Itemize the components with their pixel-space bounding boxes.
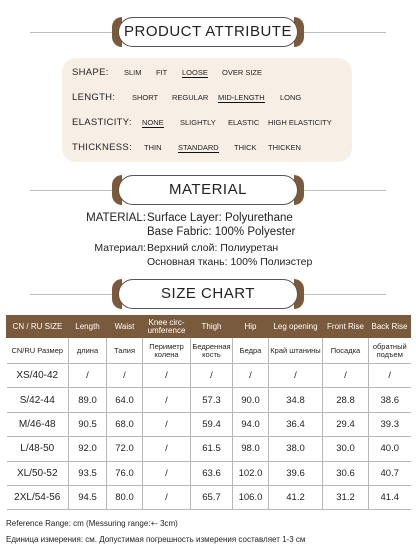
table-cell: 64.0 (107, 388, 143, 412)
table-cell: CN/RU Размер (7, 338, 69, 364)
attribute-option-selected: NONE (142, 118, 164, 127)
table-cell: / (143, 461, 191, 485)
table-cell: 94.0 (233, 412, 269, 436)
attribute-option: THICK (234, 143, 257, 152)
size-chart-table (6, 315, 411, 510)
divider (30, 32, 118, 33)
table-row (7, 364, 411, 388)
table-cell: / (107, 364, 143, 388)
table-cell: 90.5 (69, 412, 107, 436)
column-header: CN / RU SIZE (7, 316, 69, 338)
table-cell: обратный подъем (369, 338, 411, 364)
material-label-en: MATERIAL: (86, 212, 146, 224)
table-row (7, 485, 411, 509)
table-cell: 106.0 (233, 485, 269, 509)
attribute-option: REGULAR (172, 93, 209, 102)
table-cell: 30.0 (323, 437, 369, 461)
table-cell: 92.0 (69, 437, 107, 461)
column-header: Back Rise (369, 316, 411, 338)
table-cell: 39.3 (369, 412, 411, 436)
attribute-option: SHORT (132, 93, 159, 102)
table-cell: / (143, 364, 191, 388)
table-cell: / (143, 437, 191, 461)
column-header: Thigh (191, 316, 233, 338)
attribute-option-selected: STANDARD (178, 143, 219, 152)
table-cell: 2XL/54-56 (7, 485, 69, 509)
material-heading (0, 175, 416, 205)
table-cell: 30.6 (323, 461, 369, 485)
divider (298, 32, 386, 33)
table-cell: / (191, 364, 233, 388)
product-attribute-heading (0, 17, 416, 47)
column-header: Front Rise (323, 316, 369, 338)
column-header: Waist (107, 316, 143, 338)
table-cell: 36.4 (269, 412, 323, 436)
table-cell: 34.8 (269, 388, 323, 412)
table-cell: 41.4 (369, 485, 411, 509)
table-cell: 40.7 (369, 461, 411, 485)
table-cell: 57.3 (191, 388, 233, 412)
table-cell: 29.4 (323, 412, 369, 436)
table-cell: Край штанины (269, 338, 323, 364)
table-cell: 90.0 (233, 388, 269, 412)
section-title: MATERIAL (118, 175, 298, 205)
attribute-name: ELASTICITY: (72, 117, 132, 128)
divider (298, 190, 386, 191)
column-header: Hip (233, 316, 269, 338)
table-cell: Посадка (323, 338, 369, 364)
table-cell: / (143, 412, 191, 436)
table-cell: M/46-48 (7, 412, 69, 436)
table-cell: / (69, 364, 107, 388)
table-cell: XS/40-42 (7, 364, 69, 388)
attribute-name: LENGTH: (72, 92, 116, 103)
table-cell: 76.0 (107, 461, 143, 485)
attribute-option: OVER SIZE (222, 68, 263, 77)
attribute-row-thickness (72, 142, 342, 156)
table-cell: / (369, 364, 411, 388)
reference-note-ru: Единица измерения: см. Допустимая погрешность измерения составляет 1-3 см (6, 535, 306, 544)
table-cell: 40.0 (369, 437, 411, 461)
table-cell: 102.0 (233, 461, 269, 485)
material-label-ru: Материал: (94, 242, 146, 254)
table-row (7, 461, 411, 485)
table-cell: 65.7 (191, 485, 233, 509)
table-cell: Талия (107, 338, 143, 364)
table-cell: Бедра (233, 338, 269, 364)
table-cell: 59.4 (191, 412, 233, 436)
table-cell: / (269, 364, 323, 388)
material-line: Основная ткань: 100% Полиэстер (147, 256, 313, 268)
divider (30, 294, 118, 295)
table-row (7, 437, 411, 461)
attribute-option: ELASTIC (228, 118, 260, 127)
attribute-option: THIN (144, 143, 162, 152)
table-header-row (7, 316, 411, 338)
attribute-option: HIGH ELASTICITY (268, 118, 332, 127)
attribute-option-selected: LOOSE (182, 68, 208, 77)
table-cell: / (143, 388, 191, 412)
attribute-option-selected: MID-LENGTH (218, 93, 265, 102)
table-cell: 93.5 (69, 461, 107, 485)
table-cell: / (323, 364, 369, 388)
material-line: Surface Layer: Polyurethane (147, 212, 293, 224)
table-row (7, 412, 411, 436)
table-cell: 39.6 (269, 461, 323, 485)
attribute-option: FIT (156, 68, 168, 77)
table-cell: 38.0 (269, 437, 323, 461)
table-cell: 68.0 (107, 412, 143, 436)
table-cell: 63.6 (191, 461, 233, 485)
table-cell: Периметр колена (143, 338, 191, 364)
material-line: Base Fabric: 100% Polyester (147, 226, 296, 238)
section-title: PRODUCT ATTRIBUTE (118, 17, 298, 47)
column-header: Length (69, 316, 107, 338)
table-cell: S/42-44 (7, 388, 69, 412)
column-header: Knee circ-umference (143, 316, 191, 338)
divider (30, 190, 118, 191)
attribute-option: SLIM (124, 68, 142, 77)
attribute-row-shape (72, 67, 342, 81)
attribute-row-elasticity (72, 117, 352, 131)
table-cell: / (143, 485, 191, 509)
attribute-panel (62, 58, 352, 162)
size-chart-heading (0, 279, 416, 309)
attribute-name: THICKNESS: (72, 142, 133, 153)
table-cell: 94.5 (69, 485, 107, 509)
section-title: SIZE CHART (118, 279, 298, 309)
table-cell: 41.2 (269, 485, 323, 509)
table-cell: 89.0 (69, 388, 107, 412)
table-cell: 61.5 (191, 437, 233, 461)
table-cell: L/48-50 (7, 437, 69, 461)
table-cell: Бедренная кость (191, 338, 233, 364)
attribute-row-length (72, 92, 342, 106)
attribute-name: SHAPE: (72, 67, 109, 78)
table-cell: 38.6 (369, 388, 411, 412)
table-cell: 28.8 (323, 388, 369, 412)
table-cell: 31.2 (323, 485, 369, 509)
attribute-option: THICKEN (268, 143, 301, 152)
table-cell: 98.0 (233, 437, 269, 461)
table-row (7, 388, 411, 412)
table-cell: 72.0 (107, 437, 143, 461)
table-row-ru-headers (7, 338, 411, 364)
divider (298, 294, 386, 295)
material-line: Верхний слой: Полиуретан (147, 242, 279, 254)
table-cell: длина (69, 338, 107, 364)
table-cell: 80.0 (107, 485, 143, 509)
table-cell: / (233, 364, 269, 388)
table-cell: XL/50-52 (7, 461, 69, 485)
attribute-option: LONG (280, 93, 302, 102)
attribute-option: SLIGHTLY (180, 118, 216, 127)
reference-note-en: Reference Range: cm (Messuring range:+- 3cm) (6, 519, 178, 528)
column-header: Leg opening (269, 316, 323, 338)
